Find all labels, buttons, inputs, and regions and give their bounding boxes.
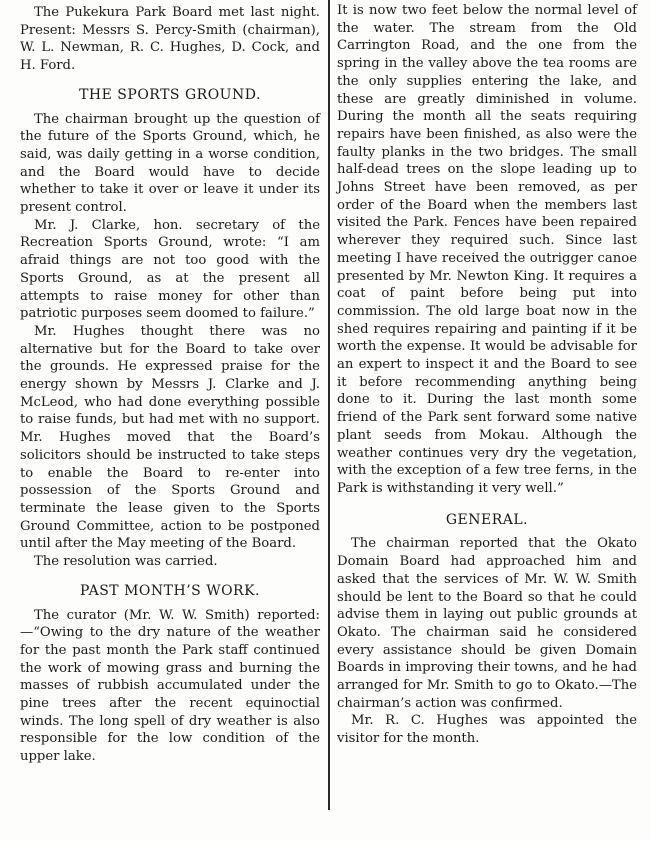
work-paragraph-1: The curator (Mr. W. W. Smith) reported:—“Owing to the dry nature of the weather for the past month the Park staff continued the work of mowing grass and burning the masses of rubbish accumulated under the pine trees after the recent equinoctial winds. The long spell of dry weather is also responsible for the low condition of the upper lake.: [20, 607, 320, 765]
work-continuation: It is now two feet below the normal level of the water. The stream from the Old Carrington Road, and the one from the spring in the valley above the tea rooms are the only supplies entering the lake, and these are greatly diminished in volume. During the month all the seats requiring repairs have been finished, as also were the faulty planks in the two bridges. The small half-dead trees on the slope leading up to Johns Street have been removed, as per order of the Board when the members last visited the Park. Fences have been repaired wherever they required such. Since last meeting I have received the outrigger canoe presented by Mr. Newton King. It requires a coat of paint before being put into commission. The old large boat now in the shed requires repairing and painting if it be worth the expense. It would be advisable for an expert to inspect it and the Board to see it before recommending anything being done to it. During the last month some friend of the Park sent forward some native plant seeds from Mokau. Although the weather continues very dry the vegetation, with the exception of a few tree ferns, in the Park is withstanding it very well.”: [337, 3, 637, 496]
general-heading: GENERAL.: [445, 511, 529, 528]
sports-paragraph-3: Mr. Hughes thought there was no alternative but for the Board to take over the grounds. He expressed praise for the energy shown by Messrs J. Clarke and J. McLeod, who had done everything possible to raise funds, but had met with no support. Mr. Hughes moved that the Board’s solicitors should be instructed to take steps to enable the Board to re-enter into possession of the Sports Ground and terminate the lease given to the Sports Ground Committee, action to be postponed until after the May meeting of the Board.: [20, 323, 320, 552]
column-divider: [328, 0, 330, 810]
sports-paragraph-1: The chairman brought up the question of the future of the Sports Ground, which, he said, was daily getting in a worse condition, and the Board would have to decide whether to take it over or leave it under its present control.: [20, 111, 320, 216]
past-months-work-heading: PAST MONTH’S WORK.: [79, 582, 261, 599]
general-paragraph-2: Mr. R. C. Hughes was appointed the visitor for the month.: [337, 713, 637, 747]
right-column: [337, 2, 637, 748]
sports-paragraph-2: Mr. J. Clarke, hon. secretary of the Recreation Sports Ground, wrote: “I am afraid things are not too good with the Sports Ground, as at the present all attempts to raise money for other than patriotic purposes seem doomed to failure.”: [20, 217, 320, 322]
intro-paragraph: The Pukekura Park Board met last night. Present: Messrs S. Percy-Smith (chairman), W. L. Newman, R. C. Hughes, D. Cock, and H. Ford.: [20, 5, 320, 74]
sports-ground-heading: THE SPORTS GROUND.: [79, 86, 261, 103]
sports-paragraph-4: The resolution was carried.: [34, 554, 218, 570]
left-column: [20, 4, 320, 766]
general-paragraph-1: The chairman reported that the Okato Domain Board had approached him and asked that the services of Mr. W. W. Smith should be lent to the Board so that he could advise them in laying out public grounds at Okato. The chairman said he considered every assistance should be given Domain Boards in improving their towns, and he had arranged for Mr. Smith to go to Okato.—The chairman’s action was confirmed.: [337, 536, 637, 711]
